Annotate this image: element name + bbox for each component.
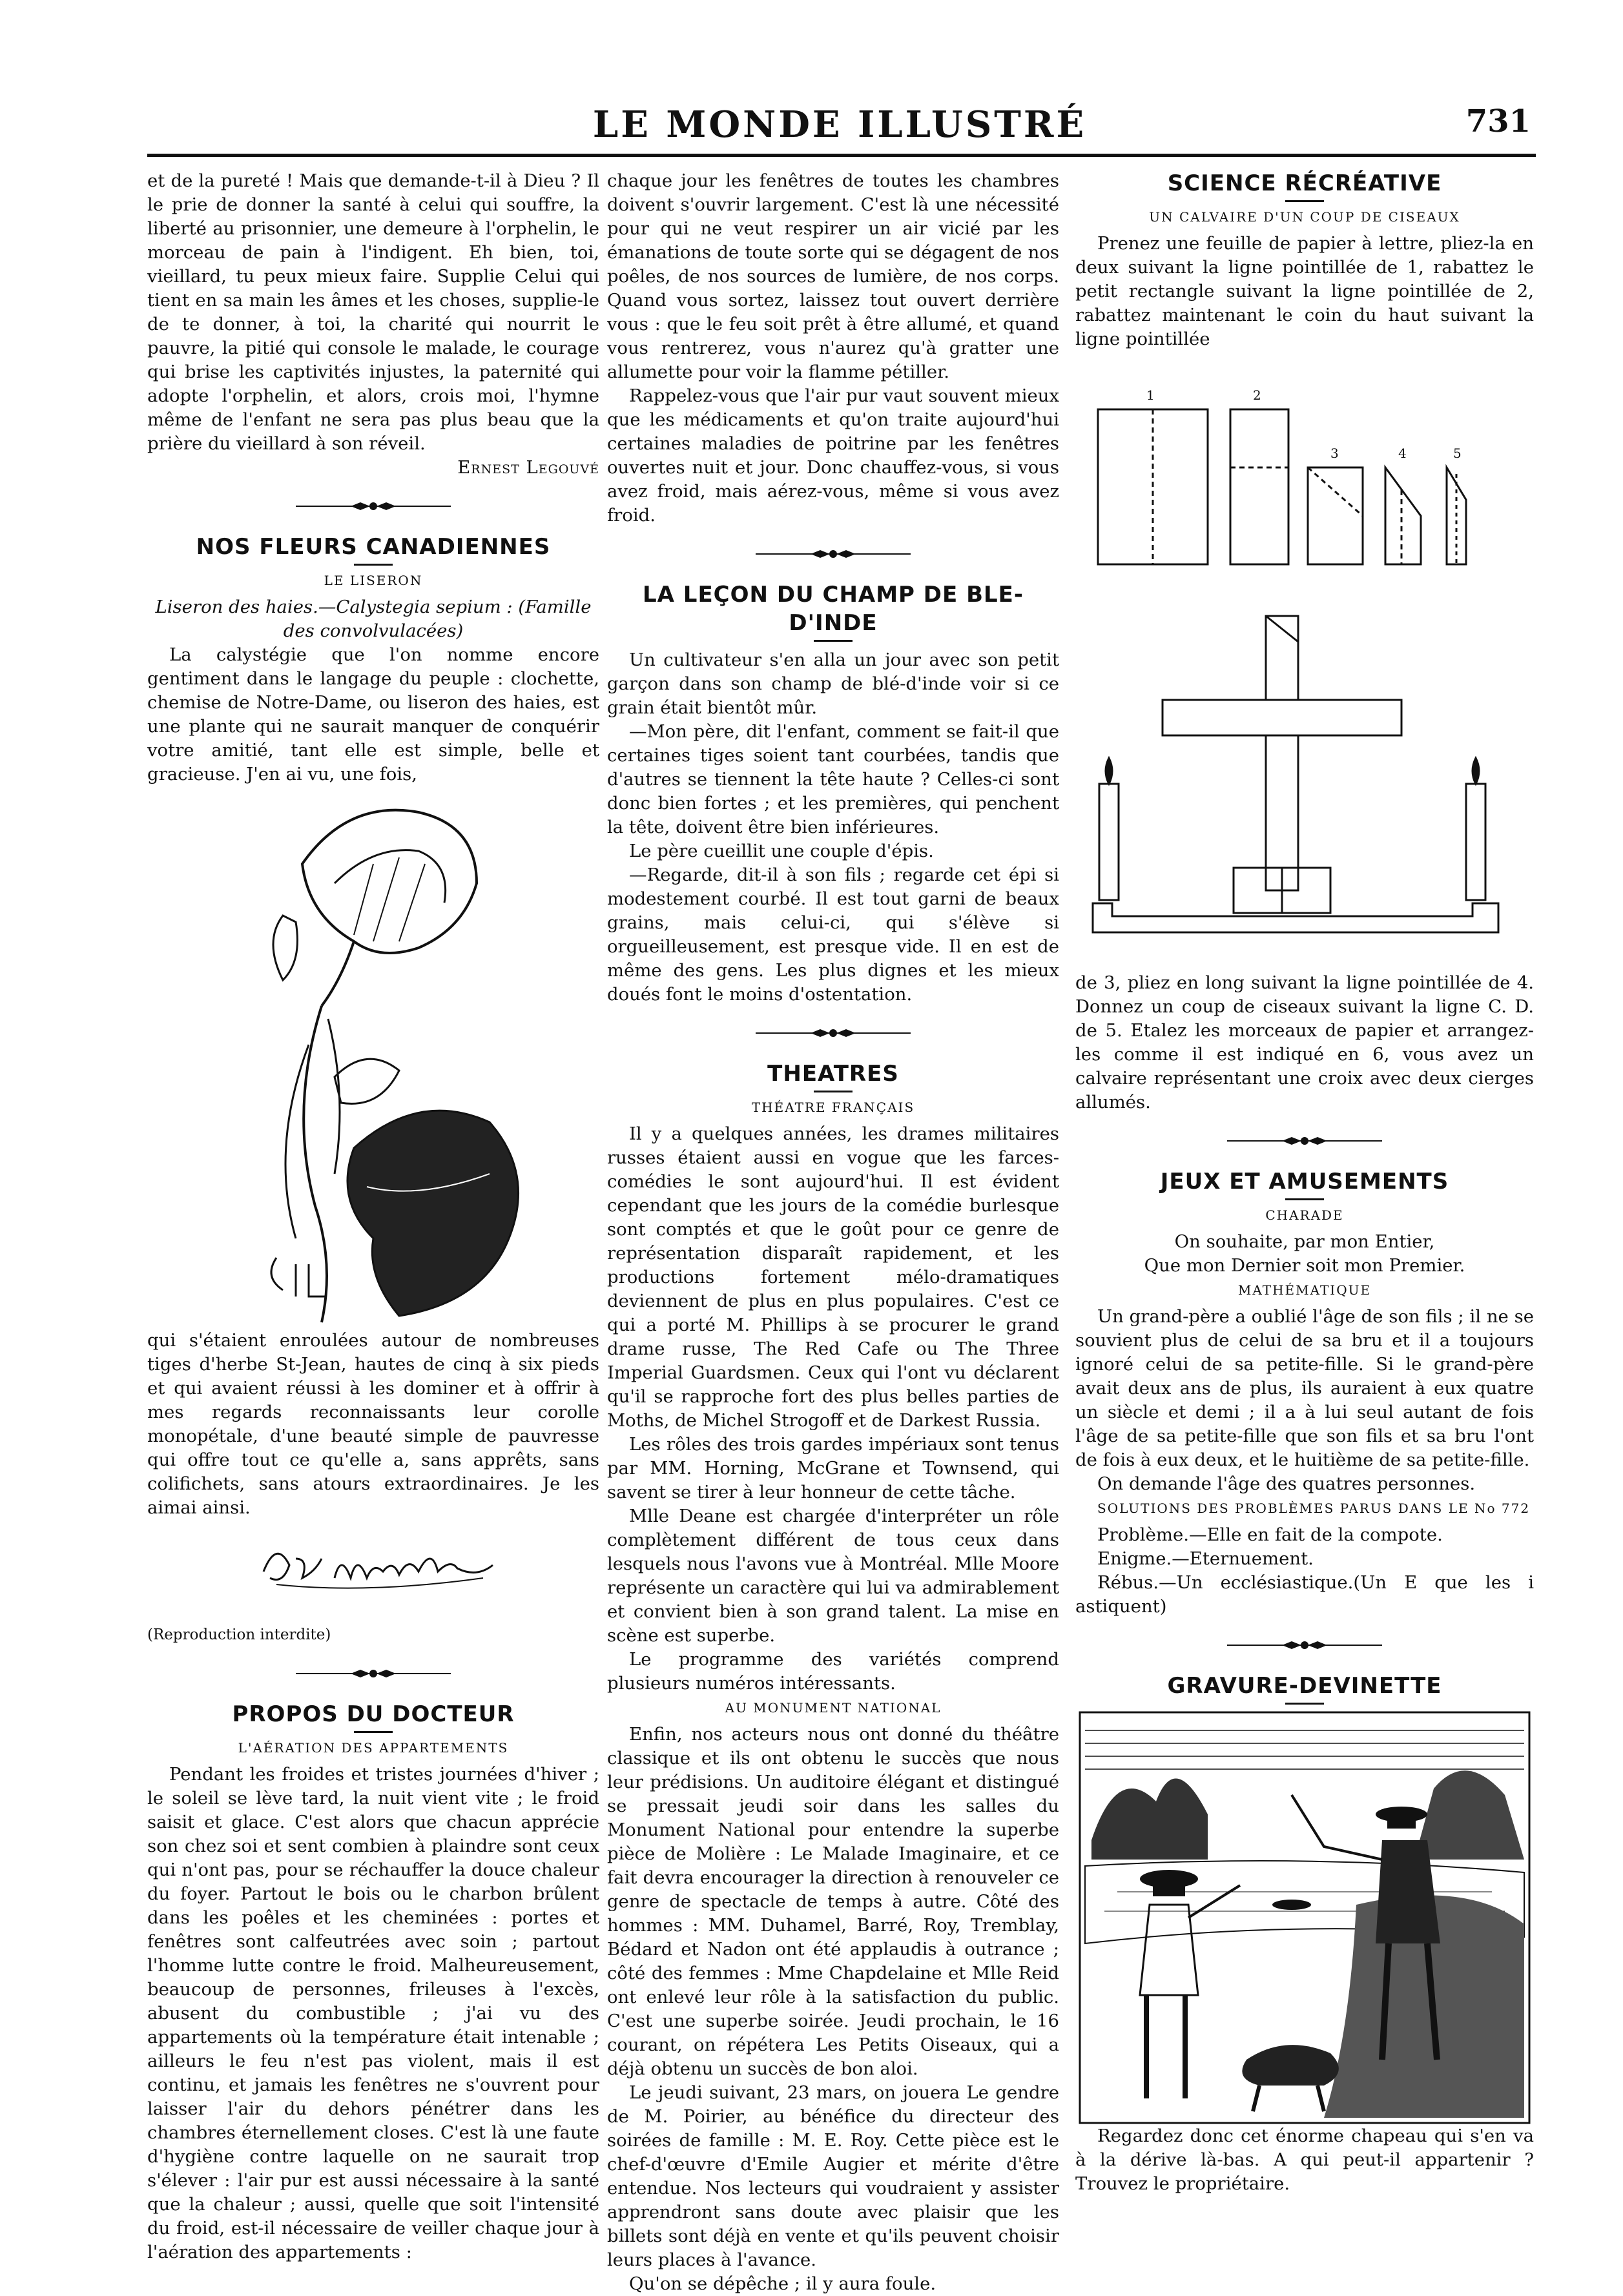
ornament-divider <box>749 1026 917 1040</box>
step-label-3: 3 <box>1330 446 1339 461</box>
lecon-paragraph-4: —Regarde, dit-il à son fils ; regarde cet épi si modestement courbé. Il est tout garni de beaux grains, mais celui-ci, qui s'élève si orgueilleusement, est presque vide. Il en est de même des gens. Les plus dignes et les mieux doués font le moins d'ostentation. <box>607 865 1059 1005</box>
theatres-paragraph-7: Qu'on se dépêche ; il y aura foule. <box>629 2273 936 2294</box>
liseron-flower-illustration <box>205 786 541 1329</box>
math-question: On demande l'âge des quatres personnes. <box>1097 1473 1476 1494</box>
title-rule <box>354 564 393 566</box>
title-rule <box>1285 1703 1324 1705</box>
column-3 <box>1075 169 1534 2196</box>
docteur-title: PROPOS DU DOCTEUR <box>232 1701 515 1727</box>
title-rule <box>354 1731 393 1733</box>
theatres-paragraph-5: Enfin, nos acteurs nous ont donné du théâtre classique et ils ont obtenu le succès que nous leur prédisions. Un auditoire élégant et distingué se pressait jeudi soir dans les salles du Monument National pour entendre la superbe pièce de Molière : Le Malade Imaginaire, et ce fait devra encourager la direction à renouveler ce genre de spectacle de temps à autre. Côté des hommes : MM. Duhamel, Barré, Roy, Tremblay, Bédard et Nadon ont été applaudis à outrance ; côté des femmes : Mme Chapdelaine et Mlle Reid ont enlevé leur rôle à la satisfaction du public. C'est une superbe soirée. Jeudi prochain, le 16 courant, on répétera Les Petits Oiseaux, qui a déjà obtenu un succès de bon aloi. <box>607 1724 1059 2079</box>
page-number: 731 <box>1465 103 1531 139</box>
ornament-divider <box>289 1666 457 1681</box>
step-label-2: 2 <box>1253 387 1261 403</box>
math-paragraph: Un grand-père a oublié l'âge de son fils ; il ne se souvient plus de celui de sa bru et il a toujours ignoré celui de sa petite-fille. Si le grand-père avait deux ans de plus, ils auraient à eux quatre un siècle et demi ; il a à lui seul autant de fois l'âge de sa petite-fille que son fils et sa bru l'ont de fois à eux deux, et le huitième de sa petite-fille. <box>1075 1306 1534 1470</box>
science-paragraph-1: Prenez une feuille de papier à lettre, pliez-la en deux suivant la ligne pointillée de 1, rabattez le petit rectangle suivant la ligne pointillée de 2, rabattez maintenant le coin du haut suivant la ligne pointillée <box>1075 233 1534 349</box>
lecon-title: LA LEÇON DU CHAMP DE BLE-D'INDE <box>642 582 1024 636</box>
step-label-4: 4 <box>1398 446 1407 461</box>
title-rule <box>814 640 853 642</box>
monument-subtitle: AU MONUMENT NATIONAL <box>725 1700 942 1716</box>
masthead-rule <box>147 154 1536 157</box>
ornament-divider <box>289 499 457 513</box>
folding-diagram <box>1085 371 1524 952</box>
theatres-paragraph-6: Le jeudi suivant, 23 mars, on jouera Le gendre de M. Poirier, au bénéfice du directeur des soirées de famille : M. E. Roy. Cette pièce est le chef-d'œuvre d'Emile Augier et mérite d'être entendue. Nos lecteurs qui voudraient y assister apprendront sans doute avec plaisir que les billets sont déjà en vente et qu'ils peuvent choisir leurs places à l'avance. <box>607 2082 1059 2270</box>
title-rule <box>1285 200 1324 202</box>
theatres-paragraph-2: Les rôles des trois gardes impériaux sont tenus par MM. Horning, McGrane et Townsend, qui savent se tirer à leur honneur de cette tâche. <box>607 1434 1059 1502</box>
charade-line-1: On souhaite, par mon Entier, <box>1174 1231 1435 1252</box>
fleurs-paragraph-2: qui s'étaient enroulées autour de nombreuses tiges d'herbe St-Jean, hautes de cinq à six pieds et qui avaient réussi à les dominer et à offrir à mes regards reconnaissants leur corolle monopétale, d'une beauté simple de pauvresse qui offre tout ce qu'elle a, sans apprêts, sans colifichets, sans atours extraordinaires. Je les aimai ainsi. <box>147 1330 599 1518</box>
intro-signature: Ernest Legouvé <box>457 457 599 478</box>
theatres-paragraph-1: Il y a quelques années, les drames militaires russes étaient aussi en vogue que les farces-comédies le sont aujourd'hui. Il est évident cependant que les jours de la comédie burlesque sont comptés et que le goût pour ce genre de représentation disparaît rapidement, et les productions fortement mélo-dramatiques deviennent de plus en plus populaires. C'est ce qui a porté M. Phillips à se procurer le grand drame russe, The Red Cafe ou The Three Imperial Guardsmen. Ceux qui l'ont vu déclarent qu'il se rapproche fort des plus belles parties de Moths, de Michel Strogoff et de Darkest Russia. <box>607 1123 1059 1431</box>
fleurs-title: NOS FLEURS CANADIENNES <box>196 534 551 560</box>
solutions-label: SOLUTIONS DES PROBLÈMES PARUS DANS LE No 772 <box>1097 1501 1531 1516</box>
column-2 <box>607 169 1059 2296</box>
science-paragraph-2: de 3, pliez en long suivant la ligne pointillée de 4. Donnez un coup de ciseaux suivant la ligne C. D. de 5. Etalez les morceaux de papier et arrangez-les comme il est indiqué en 6, vous avez un calvaire représentant une croix avec deux cierges allumés. <box>1075 972 1534 1112</box>
charade-line-2: Que mon Dernier soit mon Premier. <box>1144 1255 1465 1276</box>
jeux-title: JEUX ET AMUSEMENTS <box>1160 1169 1449 1194</box>
math-label: MATHÉMATIQUE <box>1237 1282 1372 1298</box>
lecon-paragraph-3: Le père cueillit une couple d'épis. <box>629 841 934 861</box>
step-label-5: 5 <box>1453 446 1462 461</box>
fleurs-paragraph-1: La calystégie que l'on nomme encore gentiment dans le langage du peuple : clochette, chemise de Notre-Dame, ou liseron des haies, est une plante qui ne saurait manquer de conquérir votre amitié, tant elle est simple, belle et gracieuse. J'en ai vu, une fois, <box>147 644 599 784</box>
aeration-paragraph-1: chaque jour les fenêtres de toutes les chambres doivent s'ouvrir largement. C'est là une nécessité pour qui ne veut respirer un air vicié par les émanations de toute sorte qui se dégagent de nos poêles, de nos sources de lumière, de nos corps. Quand vous sortez, laissez tout ouvert derrière vous : que le feu soit prêt à être allumé, et quand vous rentrerez, vous n'aurez qu'à gratter une allumette pour voir la flamme pétiller. <box>607 170 1059 382</box>
theatres-paragraph-4: Le programme des variétés comprend plusieurs numéros intéressants. <box>607 1649 1059 1694</box>
theatres-subtitle: THÉATRE FRANÇAIS <box>751 1100 915 1115</box>
ornament-divider <box>749 547 917 561</box>
ornament-divider <box>1221 1134 1389 1148</box>
column-1 <box>147 169 599 2264</box>
masthead <box>149 103 1531 161</box>
science-title: SCIENCE RÉCRÉATIVE <box>1167 170 1442 196</box>
theatres-title: THEATRES <box>767 1061 899 1087</box>
gravure-title: GRAVURE-DEVINETTE <box>1167 1673 1442 1699</box>
docteur-paragraph-1: Pendant les froides et tristes journées d'hiver ; le soleil se lève tard, la nuit vient vite ; le froid saisit et glace. C'est alors que chacun apprécie son chez soi et sent combien à plaindre sont ceux qui n'ont pas, pour se réchauffer la douce chaleur du foyer. Partout le bois ou le charbon brûlent dans les poêles et les cheminées : portes et fenêtres sont calfeutrées avec soin ; partout l'homme lutte contre le froid. Malheureusement, beaucoup de personnes, frileuses à l'excès, abusent du combustible ; j'ai vu des appartements où la température était intenable ; ailleurs le feu n'est pas violent, mais il est continu, et jamais les fenêtres ne s'ouvrent pour laisser l'air du dehors pénétrer dans les chambres éternellement closes. C'est là une faute d'hygiène contre laquelle on ne saurait trop s'élever : l'air pur est aussi nécessaire à la santé que la chaleur ; aussi, quelle que soit l'intensité du froid, est-il nécessaire de veiller chaque jour à l'aération des appartements : <box>147 1764 599 2262</box>
solution-1: Problème.—Elle en fait de la compote. <box>1097 1524 1443 1545</box>
fleurs-latin <box>147 595 599 643</box>
docteur-subtitle: L'AÉRATION DES APPARTEMENTS <box>238 1740 509 1756</box>
fleurs-latin-text: Liseron des haies.—Calystegia sepium : (Famille des convolvulacées) <box>155 597 592 641</box>
title-rule <box>814 1091 853 1092</box>
ornament-divider <box>1221 1638 1389 1652</box>
fleurs-subtitle: LE LISERON <box>324 573 423 588</box>
reproduction-note: (Reproduction interdite) <box>147 1626 331 1643</box>
author-signature <box>238 1533 509 1597</box>
theatres-paragraph-3: Mlle Deane est chargée d'interpréter un rôle complètement différent de tous ceux dans lesquels nous l'avons vue à Montréal. Mlle Moore représente un caractère qui lui va admirablement et convient bien à son grand talent. La mise en scène est superbe. <box>607 1506 1059 1646</box>
step-label-1: 1 <box>1146 387 1155 403</box>
solution-3: Rébus.—Un ecclésiastique.(Un E que les i astiquent) <box>1075 1572 1534 1617</box>
intro-paragraph: et de la pureté ! Mais que demande-t-il à Dieu ? Il le prie de donner la santé à celui qui souffre, la liberté au prisonnier, une demeure à l'orphelin, le morceau de pain à l'indigent. Eh bien, toi, vieillard, tu peux mieux faire. Supplie Celui qui tient en sa main les âmes et les choses, supplie-le de te donner, à toi, la charité qui nourrit le pauvre, la pitié qui console le malade, le courage qui brise les captivités injustes, la paternité qui adopte l'orphelin, et alors, crois moi, l'hymne même de l'enfant ne sera pas plus beau que la prière du vieillard à son réveil. <box>147 170 599 454</box>
aeration-paragraph-2: Rappelez-vous que l'air pur vaut souvent mieux que les médicaments et qu'on traite aujourd'hui certaines maladies de poitrine par les fenêtres ouvertes nuit et jour. Donc chauffez-vous, si vous avez froid, mais aérez-vous, même si vous avez froid. <box>607 385 1059 526</box>
lecon-paragraph-1: Un cultivateur s'en alla un jour avec son petit garçon dans son champ de blé-d'inde voir si ce grain était bientôt mûr. <box>607 650 1059 718</box>
puzzle-engraving <box>1079 1711 1531 2124</box>
title-rule <box>1285 1198 1324 1200</box>
gravure-caption: Regardez donc cet énorme chapeau qui s'en va à la dérive là-bas. A qui peut-il appartenir ? Trouvez le propriétaire. <box>1075 2126 1534 2194</box>
masthead-title: LE MONDE ILLUSTRÉ <box>592 103 1087 146</box>
science-subtitle: UN CALVAIRE D'UN COUP DE CISEAUX <box>1149 209 1460 225</box>
lecon-paragraph-2: —Mon père, dit l'enfant, comment se fait-il que certaines tiges soient tant courbées, tandis que d'autres se tiennent la tête haute ? Celles-ci sont donc bien fortes ; et les premières, qui penchent la tête, doivent être bien inférieures. <box>607 721 1059 837</box>
solution-2: Enigme.—Eternuement. <box>1097 1548 1314 1569</box>
charade-label: CHARADE <box>1265 1207 1344 1223</box>
